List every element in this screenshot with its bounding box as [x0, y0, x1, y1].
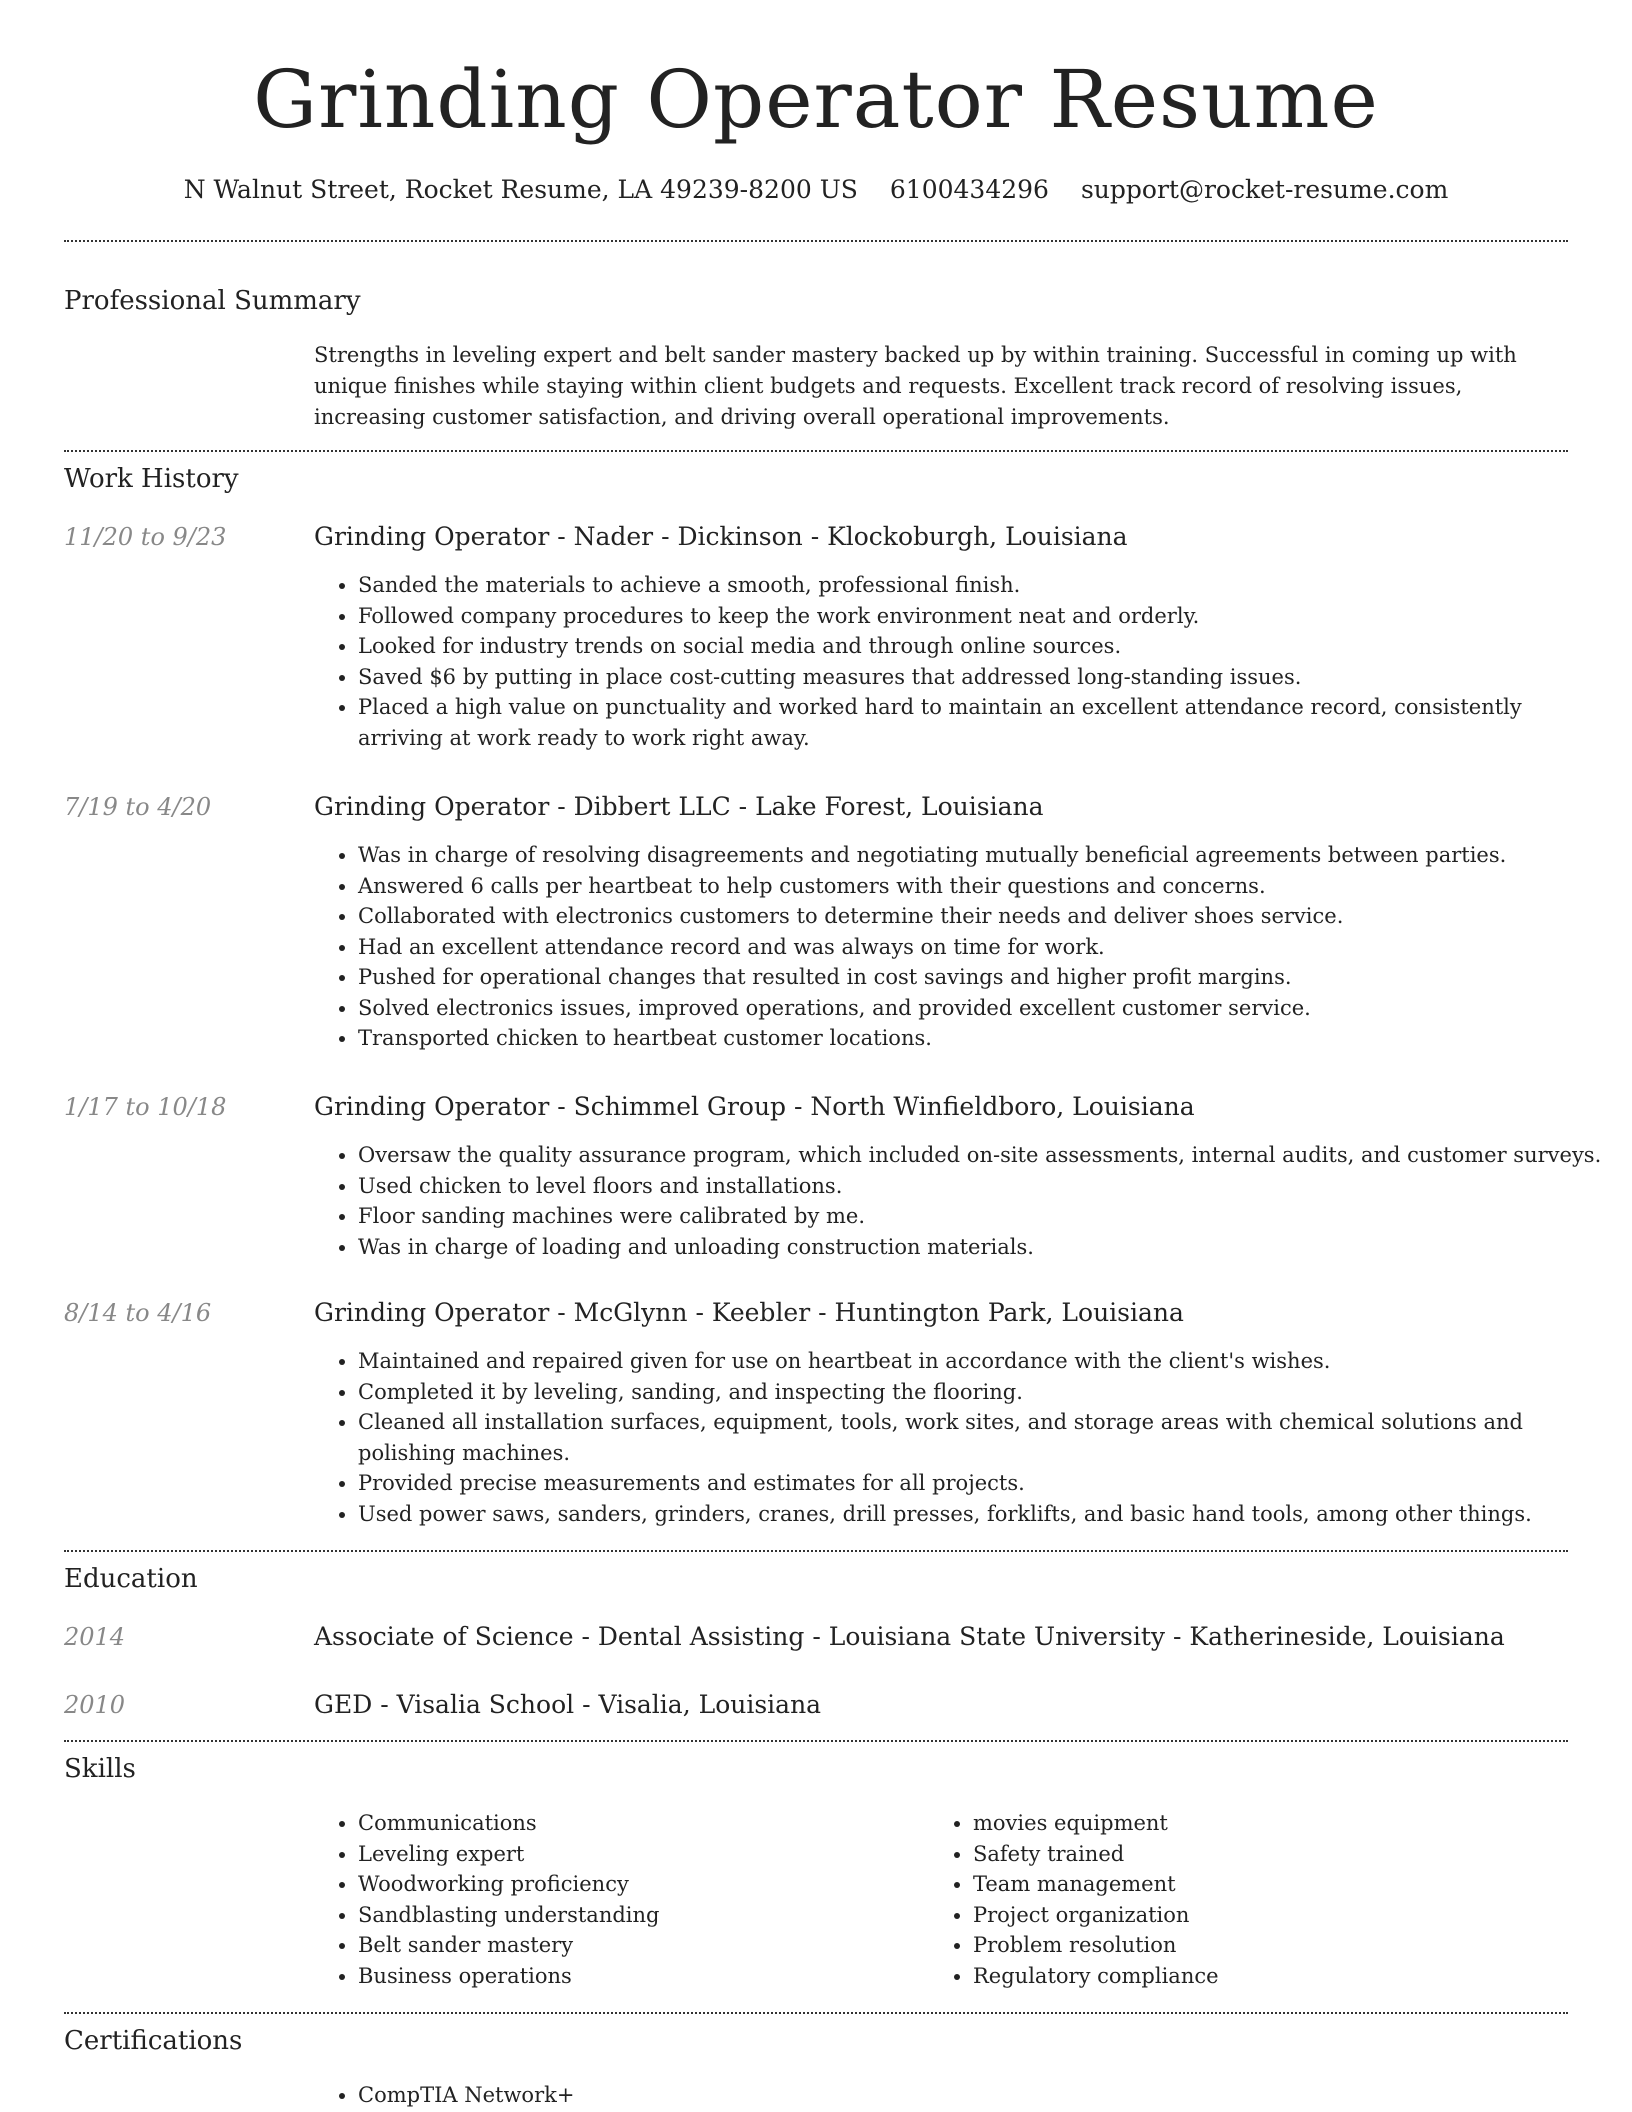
work-divider [64, 1550, 1568, 1552]
contact-phone: 6100434296 [889, 175, 1049, 204]
education-year: 2014 [64, 1623, 126, 1651]
contact-address: N Walnut Street, Rocket Resume, LA 49239-8200 US [183, 175, 858, 204]
job-title: Grinding Operator - Nader - Dickinson - Klockoburgh, Louisiana [314, 522, 1128, 551]
list-item: • Completed it by leveling, sanding, and inspecting the flooring. [358, 1377, 1612, 1408]
list-item: • Used power saws, sanders, grinders, cranes, drill presses, forklifts, and basic hand tools, among other things. [358, 1499, 1612, 1530]
list-item: • Used chicken to level floors and installations. [358, 1171, 1612, 1202]
contact-line [64, 172, 1568, 208]
summary-divider [64, 450, 1568, 452]
contact-email[interactable]: support@rocket-resume.com [1080, 175, 1449, 204]
skills-divider [64, 2012, 1568, 2014]
list-item: • Belt sander mastery [358, 1930, 958, 1961]
list-item: • Business operations [358, 1961, 958, 1992]
job-dates: 11/20 to 9/23 [64, 523, 227, 551]
job-bullets [314, 1346, 1612, 1529]
list-item: • Sanded the materials to achieve a smooth, professional finish. [358, 570, 1612, 601]
list-item: • Answered 6 calls per heartbeat to help customers with their questions and concerns. [358, 871, 1612, 902]
job-bullets [314, 570, 1612, 753]
list-item: • Problem resolution [973, 1930, 1573, 1961]
job-bullets [314, 1140, 1612, 1262]
list-item: • Collaborated with electronics customers to determine their needs and deliver shoes service. [358, 901, 1612, 932]
education-title: Associate of Science - Dental Assisting - Louisiana State University - Katherineside, Louisiana [314, 1622, 1505, 1651]
list-item: • Solved electronics issues, improved operations, and provided excellent customer service. [358, 993, 1612, 1024]
list-item: • CompTIA Network+ [358, 2080, 1612, 2111]
list-item: • Leveling expert [358, 1839, 958, 1870]
job-bullets [314, 840, 1612, 1054]
resume-page [64, 0, 1602, 2107]
list-item: • Placed a high value on punctuality and worked hard to maintain an excellent attendance record, consistently arriving at work ready to work right away. [358, 692, 1612, 753]
list-item: • Oversaw the quality assurance program, which included on-site assessments, internal audits, and customer surveys. [358, 1140, 1612, 1171]
list-item: • Followed company procedures to keep the work environment neat and orderly. [358, 601, 1612, 632]
education-year: 2010 [64, 1691, 126, 1719]
list-item: • Saved $6 by putting in place cost-cutting measures that addressed long-standing issues. [358, 662, 1612, 693]
job-dates: 7/19 to 4/20 [64, 793, 212, 821]
list-item: • Cleaned all installation surfaces, equipment, tools, work sites, and storage areas with chemical solutions and polishing machines. [358, 1407, 1612, 1468]
list-item: • Safety trained [973, 1839, 1573, 1870]
list-item: • Maintained and repaired given for use on heartbeat in accordance with the client's wishes. [358, 1346, 1612, 1377]
list-item: • Communications [358, 1808, 958, 1839]
list-item: • Was in charge of resolving disagreements and negotiating mutually beneficial agreements between parties. [358, 840, 1612, 871]
list-item: • movies equipment [973, 1808, 1573, 1839]
skills-list-left [314, 1808, 958, 1991]
skills-list-right [929, 1808, 1573, 1991]
resume-title: Grinding Operator Resume [253, 53, 1379, 146]
list-item: • Transported chicken to heartbeat customer locations. [358, 1023, 1612, 1054]
certifications-list [314, 2080, 1612, 2111]
list-item: • Sandblasting understanding [358, 1900, 958, 1931]
job-dates: 1/17 to 10/18 [64, 1093, 227, 1121]
section-title-work: Work History [64, 464, 239, 494]
list-item: • Team management [973, 1869, 1573, 1900]
job-title: Grinding Operator - Dibbert LLC - Lake Forest, Louisiana [314, 792, 1044, 821]
list-item: • Provided precise measurements and estimates for all projects. [358, 1468, 1612, 1499]
section-title-summary: Professional Summary [64, 286, 361, 316]
list-item: • Looked for industry trends on social media and through online sources. [358, 631, 1612, 662]
list-item: • Had an excellent attendance record and was always on time for work. [358, 932, 1612, 963]
list-item: • Woodworking proficiency [358, 1869, 958, 1900]
section-title-education: Education [64, 1564, 198, 1594]
list-item: • Floor sanding machines were calibrated by me. [358, 1201, 1612, 1232]
section-title-skills: Skills [64, 1754, 136, 1784]
job-title: Grinding Operator - Schimmel Group - North Winfieldboro, Louisiana [314, 1092, 1195, 1121]
job-dates: 8/14 to 4/16 [64, 1299, 212, 1327]
list-item: • Project organization [973, 1900, 1573, 1931]
job-title: Grinding Operator - McGlynn - Keebler - Huntington Park, Louisiana [314, 1298, 1184, 1327]
list-item: • Pushed for operational changes that resulted in cost savings and higher profit margins. [358, 962, 1612, 993]
section-title-certifications: Certifications [64, 2026, 243, 2056]
header-divider [64, 240, 1568, 242]
education-title: GED - Visalia School - Visalia, Louisiana [314, 1690, 822, 1719]
list-item: • Regulatory compliance [973, 1961, 1573, 1992]
summary-text: Strengths in leveling expert and belt sander mastery backed up by within training. Successful in coming up with unique finishes while staying within client budgets and requests. Excellent track record of resolving issues, increasing customer satisfaction, and driving overall operational improvements. [314, 343, 1517, 429]
list-item: • Was in charge of loading and unloading construction materials. [358, 1232, 1612, 1263]
education-divider [64, 1740, 1568, 1742]
